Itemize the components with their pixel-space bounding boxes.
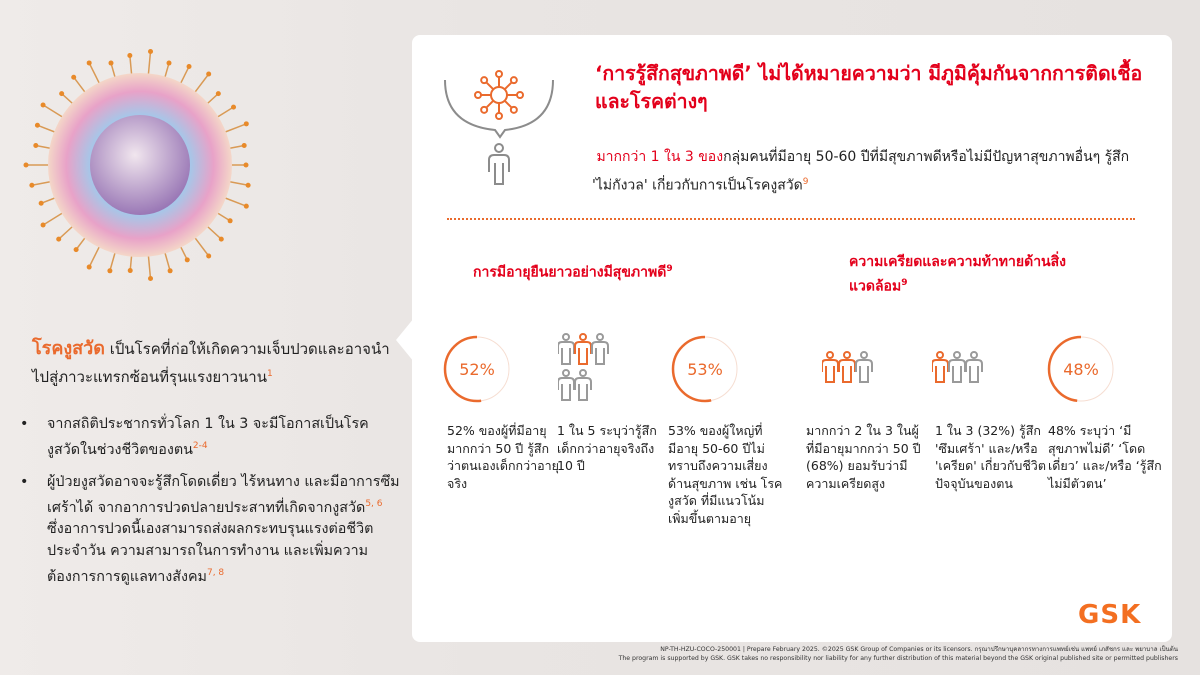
subtitle-highlight: มากกว่า 1 ใน 3 ของ — [596, 149, 724, 165]
bullet-ref: 5, 6 — [365, 498, 383, 509]
person-icon — [575, 334, 591, 364]
bullet-text: ซึ่งอาการปวดนี้เองสามารถส่งผลกระทบรุนแรงต่อชีวิตประจำวัน ความสามารถในการทำงาน และเพิ่มความต้องการการดูแลทางสังคม — [47, 521, 374, 585]
person-icon — [558, 334, 574, 364]
stat-description: 52% ของผู้ที่มีอายุมากกว่า 50 ปี รู้สึกว่าตนเองเด็กกว่าอายุจริง — [447, 423, 559, 491]
person-icon — [822, 352, 838, 382]
bullet-text: จากสถิติประชากรทั่วโลก 1 ใน 3 จะมีโอกาสเป็นโรคงูสวัดในช่วงชีวิตของตน — [47, 416, 369, 458]
bullet-ref: 2-4 — [192, 440, 208, 451]
people-icon-group — [822, 330, 874, 410]
ring-label: 48% — [1063, 360, 1099, 379]
page-title: ‘การรู้สึกสุขภาพดี’ ไม่ได้หมายความว่า มีภูมิคุ้มกันจากการติดเชื้อและโรคต่างๆ — [595, 62, 1143, 113]
dotted-divider — [447, 218, 1135, 220]
subtitle-ref: 9 — [802, 177, 809, 187]
percent-ring — [1046, 334, 1116, 408]
person-icon — [932, 352, 948, 382]
percent-ring — [670, 334, 740, 408]
stat-description: 1 ใน 5 ระบุว่ารู้สึกเด็กกว่าอายุจริงถึง 10 ปี — [557, 423, 657, 474]
bullet-text: ผู้ป่วยงูสวัดอาจจะรู้สึกโดดเดี่ยว ไร้หนทาง และมีอาการซึมเศร้าได้ จากอาการปวดปลายประสาทที่เกิดจากงูสวัด — [47, 474, 400, 516]
people-icon-group — [558, 330, 610, 410]
bullet-item: • ผู้ป่วยงูสวัดอาจจะรู้สึกโดดเดี่ยว ไร้หนทาง และมีอาการซึมเศร้าได้ จากอาการปวดปลายประสาทที่เกิดจากงูสวัด$^{5, 6}$ ซึ่งอาการปวดนี้เองสามารถส่งผลกระทบรุนแรงต่อชีวิตประจำวัน ความสามารถในการทำงาน และเพิ่มความต้องการการดูแลทางสังคม$^{7, 8}$ — [20, 474, 400, 585]
person-icon — [966, 352, 982, 382]
intro-ref: 1 — [266, 369, 273, 379]
person-icon — [839, 352, 855, 382]
bullet-item: • จากสถิติประชากรทั่วโลก 1 ใน 3 จะมีโอกาสเป็นโรคงูสวัดในช่วงชีวิตของตน$^{2-4}$ — [20, 416, 369, 458]
footer-line: The program is supported by GSK. GSK takes no responsibility nor liability for any further distribution of this material beyond the GSK original published site or permitted publishers — [618, 655, 1178, 662]
footer-line: NP-TH-HZU-COCO-250001 | Prepare February 2025. ©2025 GSK Group of Companies or its licensors. กรุณาปรึกษาบุคลากรทางการแพทย์เช่น แพทย์ เภสัชกร และ พยาบาล เป็นต้น — [660, 646, 1178, 653]
subtitle — [592, 145, 1152, 199]
section-ref: 9 — [666, 264, 673, 274]
stat-description: 53% ของผู้ใหญ่ที่มีอายุ 50-60 ปีไม่ทราบถึงความเสี่ยงด้านสุขภาพ เช่น โรคงูสวัด ที่มีแนวโน้มเพิ่มขึ้นตามอายุ — [668, 423, 783, 526]
gsk-logo: GSK — [1078, 600, 1142, 630]
bullet-ref: 7, 8 — [206, 567, 225, 578]
section-heading-text: การมีอายุยืนยาวอย่างมีสุขภาพดี — [473, 264, 667, 281]
section-ref: 9 — [901, 278, 908, 288]
person-icon — [949, 352, 965, 382]
section-heading-stress — [849, 252, 1089, 298]
people-icon-group — [932, 330, 984, 410]
ring-label: 53% — [687, 360, 723, 379]
person-icon — [558, 370, 574, 400]
person-icon — [856, 352, 872, 382]
person-icon — [575, 370, 591, 400]
subtitle-text: กลุ่มคนที่มีอายุ 50-60 ปีที่มีสุขภาพดีหรือไม่มีปัญหาสุขภาพอื่นๆ รู้สึก 'ไม่กังวล' เกี่ยวกับการเป็นโรคงูสวัด — [592, 149, 1130, 194]
shingles-highlight: โรคงูสวัด — [32, 338, 105, 359]
stat-description: 1 ใน 3 (32%) รู้สึก 'ซึมเศร้า' และ/หรือ 'เครียด' เกี่ยวกับชีวิตปัจจุบันของตน — [935, 423, 1046, 491]
intro-text: เป็นโรคที่ก่อให้เกิดความเจ็บปวดและอาจนำไปสู่ภาวะแทรกซ้อนที่รุนแรงยาวนาน — [32, 340, 390, 386]
stat-description: มากกว่า 2 ใน 3 ในผู้ที่มีอายุมากกว่า 50 ปี (68%) ยอมรับว่ามีความเครียดสูง — [806, 423, 921, 491]
section-heading-text: ความเครียดและความท้าทายด้านสิ่งแวดล้อม — [849, 254, 1067, 295]
shingles-intro — [32, 336, 402, 390]
section-heading-healthy-aging — [473, 259, 773, 284]
ring-label: 52% — [459, 360, 495, 379]
percent-ring — [442, 334, 512, 408]
stat-description: 48% ระบุว่า ‘มีสุขภาพไม่ดี’ ‘โดดเดี่ยว’ และ/หรือ ‘รู้สึกไม่มีตัวตน’ — [1048, 423, 1162, 491]
person-thinking-virus-icon — [440, 60, 560, 190]
virus-cell-illustration — [15, 30, 265, 300]
footer-disclaimer — [619, 645, 1178, 663]
person-icon — [592, 334, 608, 364]
